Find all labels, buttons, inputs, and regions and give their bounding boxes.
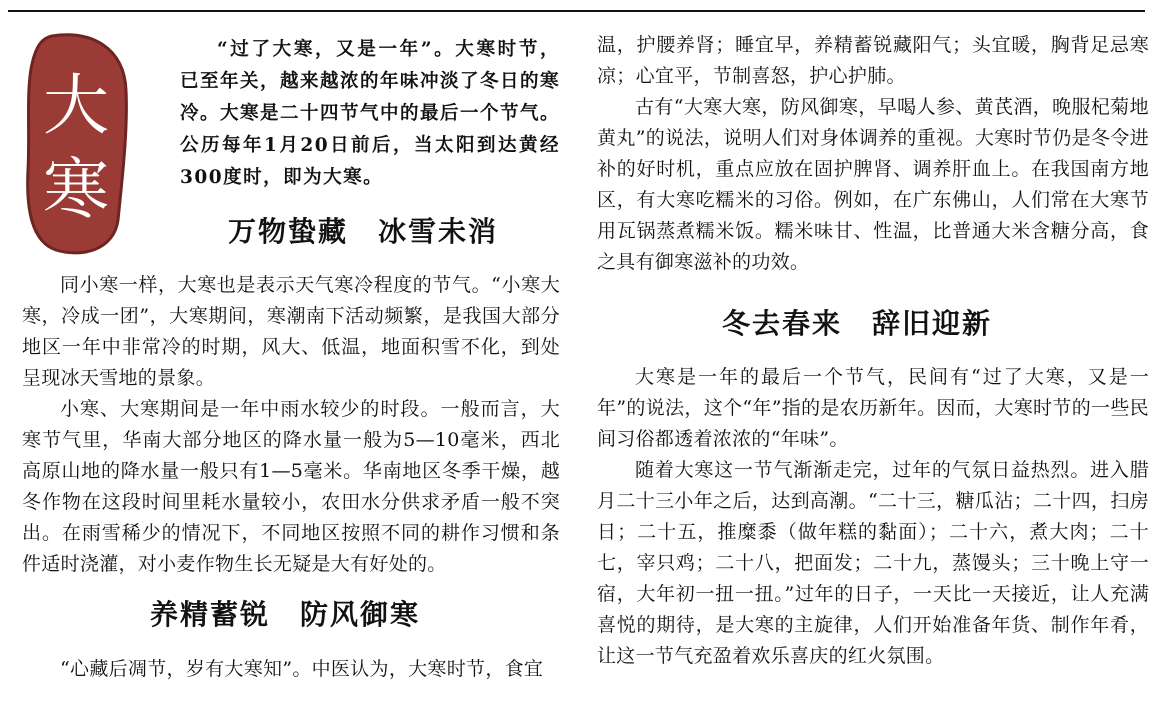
intro-paragraph: “过了大寒，又是一年”。大寒时节，已至年关，越来越浓的年味冲淡了冬日的寒冷。大寒是二十四节气中的最后一个节气。公历每年1月20日前后，当太阳到达黄经300度时，即为大寒。 xyxy=(180,39,561,188)
heading-yangjing-xurui: 养精蓄锐 防风御寒 xyxy=(150,598,421,631)
dahan-seal xyxy=(22,30,130,258)
right-text-block-1 xyxy=(597,30,1149,278)
top-rule xyxy=(8,10,1145,12)
left-paragraph-2: 小寒、大寒期间是一年中雨水较少的时段。一般而言，大寒节气里，华南大部分地区的降水量一般为5—10毫米，西北高原山地的降水量一般只有1—5毫米。华南地区冬季干燥，越冬作物在这段时间里耗水量较小，农田水分供求矛盾一般不突出。在雨雪稀少的情况下，不同地区按照不同的耕作习惯和条件适时浇灌，对小麦作物生长无疑是大有好处的。 xyxy=(22,398,560,575)
right-paragraph-2: 古有“大寒大寒，防风御寒，早喝人参、黄芪酒，晚服杞菊地黄丸”的说法，说明人们对身体调养的重视。大寒时节仍是冬令进补的好时机，重点应放在固护脾肾、调养肝血上。在我国南方地区，有大寒吃糯米的习俗。例如，在广东佛山，人们常在大寒节用瓦锅蒸煮糯米饭。糯米味甘、性温，比普通大米含糖分高，食之具有御寒滋补的功效。 xyxy=(597,96,1149,273)
left-text-block-2 xyxy=(22,654,560,685)
seal-graphic xyxy=(22,30,130,258)
left-paragraph-3: “心藏后凋节，岁有大寒知”。中医认为，大寒时节，食宜 xyxy=(60,658,544,680)
seal-char-2: 寒 xyxy=(43,151,109,228)
left-paragraph-1: 同小寒一样，大寒也是表示天气寒冷程度的节气。“小寒大寒，冷成一团”，大寒期间，寒潮南下活动频繁，是我国大部分地区一年中非常冷的时期，风大、低温，地面积雪不化，到处呈现冰天雪地的景象。 xyxy=(22,274,560,389)
seal-char-1: 大 xyxy=(43,67,109,144)
heading-wanwu-zhecang: 万物蛰藏 冰雪未消 xyxy=(228,215,499,248)
right-paragraph-3: 大寒是一年的最后一个节气，民间有“过了大寒，又是一年”的说法，这个“年”指的是农历新年。因而，大寒时节的一些民间习俗都透着浓浓的“年味”。 xyxy=(597,366,1149,450)
right-text-block-2 xyxy=(597,362,1149,672)
left-text-block-1 xyxy=(22,270,560,580)
right-paragraph-4: 随着大寒这一节气渐渐走完，过年的气氛日益热烈。进入腊月二十三小年之后，达到高潮。“二十三，糖瓜沾；二十四，扫房日；二十五，推糜黍（做年糕的黏面）；二十六，煮大肉；二十七，宰只鸡；二十八，把面发；二十九，蒸馒头；三十晚上守一宿，大年初一扭一扭。”过年的日子，一天比一天接近，让人充满喜悦的期待，是大寒的主旋律，人们开始准备年货、制作年肴，让这一节气充盈着欢乐喜庆的红火氛围。 xyxy=(597,459,1149,667)
heading-dongqu-chunlai: 冬去春来 辞旧迎新 xyxy=(722,307,993,340)
right-paragraph-1: 温，护腰养肾；睡宜早，养精蓄锐藏阳气；头宜暖，胸背足忌寒凉；心宜平，节制喜怒，护心护肺。 xyxy=(597,34,1149,87)
